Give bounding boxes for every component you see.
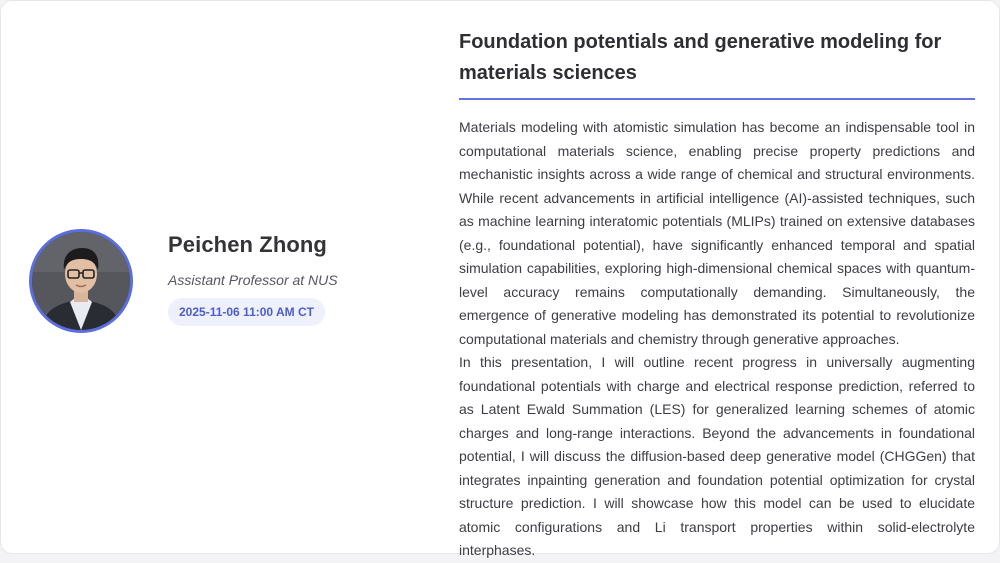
abstract-paragraph: Materials modeling with atomistic simulation has become an indispensable tool in computational materials science, enabling precise property predictions and mechanistic insights across a wide range of chemical and structural environments. While recent advancements in artificial intelligence (AI)-assisted techniques, such as machine learning interatomic potentials (MLIPs) trained on extensive databases (e.g., foundational potential), have significantly enhanced temporal and spatial simulation capabilities, exploring high-dimensional chemical spaces with quantum-level accuracy remains computationally demanding. Simultaneously, the emergence of generative modeling has demonstrated its potential to revolutionize computational materials and chemistry through generative approaches.: [459, 119, 975, 347]
speaker-section: [29, 229, 338, 333]
abstract-paragraph: In this presentation, I will outline recent progress in universally augmenting foundational potentials with charge and electrical response prediction, referred to as Latent Ewald Summation (LES) for generalized learning schemes of atomic charges and long-range interactions. Beyond the advancements in foundational potential, I will discuss the diffusion-based deep generative model (CHGGen) that integrates inpainting generation and foundation potential optimization for crystal structure prediction. I will showcase how this model can be used to elucidate atomic configurations and Li transport properties within solid-electrolyte interphases.: [459, 354, 975, 558]
avatar: [29, 229, 133, 333]
speaker-info: [168, 232, 338, 326]
talk-title: Foundation potentials and generative modeling for materials sciences: [459, 27, 975, 100]
speaker-name: Peichen Zhong: [168, 232, 327, 257]
talk-abstract: [459, 116, 975, 563]
date-badge: 2025-11-06 11:00 AM CT: [168, 298, 325, 326]
speaker-photo: [32, 232, 130, 330]
talk-section: [459, 27, 975, 563]
speaker-title: Assistant Professor at NUS: [168, 272, 338, 288]
